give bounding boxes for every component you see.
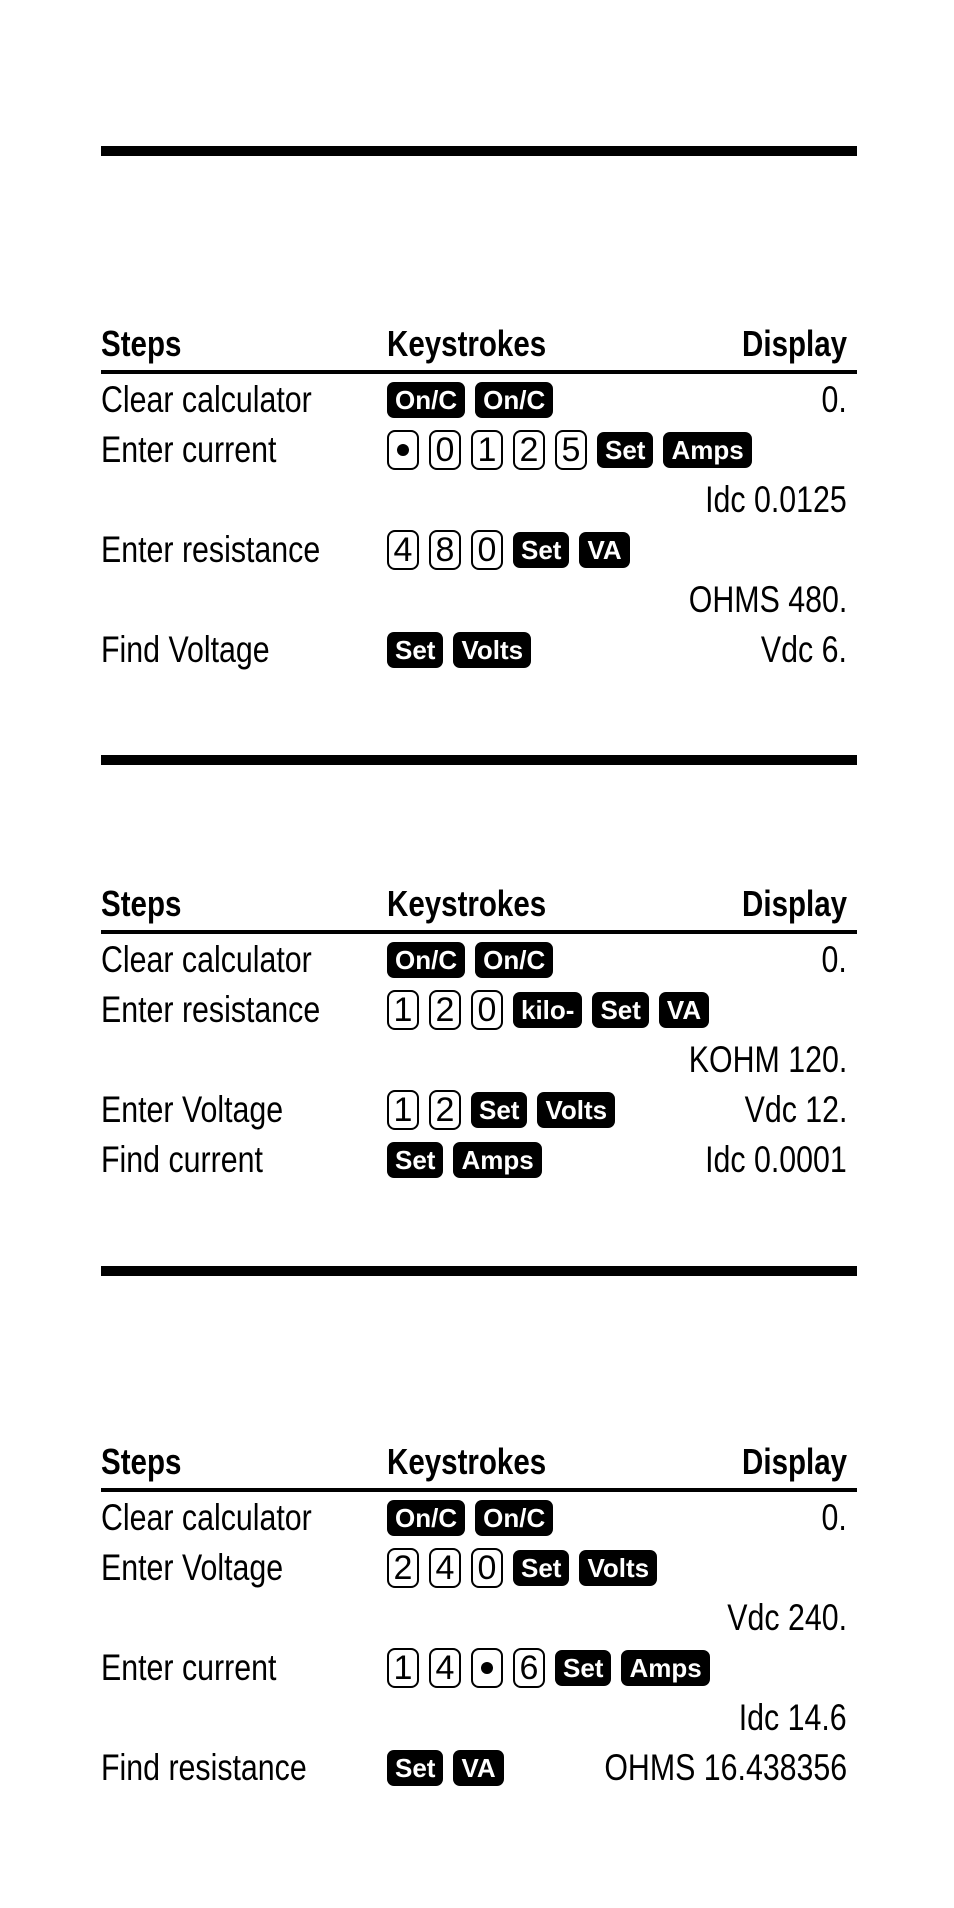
keystroke-sequence bbox=[387, 1648, 710, 1688]
digit-key: 4 bbox=[429, 1548, 461, 1588]
step-label: Find Voltage bbox=[101, 629, 270, 670]
function-key: VA bbox=[453, 1750, 503, 1786]
decimal-point-key bbox=[387, 430, 419, 470]
function-key: Set bbox=[513, 532, 569, 568]
table-rows bbox=[101, 1492, 857, 1792]
display-value: Idc 14.6 bbox=[739, 1697, 847, 1738]
keystroke-sequence bbox=[387, 990, 709, 1030]
display-value: 0. bbox=[821, 379, 847, 420]
display-value: 0. bbox=[821, 939, 847, 980]
function-key: Amps bbox=[663, 432, 751, 468]
function-key: On/C bbox=[387, 1500, 465, 1536]
keystrokes-header: Keystrokes bbox=[387, 883, 547, 924]
keystroke-sequence bbox=[387, 1548, 657, 1588]
table-row bbox=[101, 424, 857, 524]
step-label: Enter current bbox=[101, 1647, 277, 1688]
digit-key: 4 bbox=[387, 530, 419, 570]
display-header: Display bbox=[741, 323, 847, 364]
keystroke-sequence bbox=[387, 430, 752, 470]
table-row bbox=[101, 524, 857, 624]
step-label: Clear calculator bbox=[101, 1497, 312, 1538]
keystroke-sequence bbox=[387, 1498, 553, 1538]
display-value: Vdc 12. bbox=[744, 1089, 847, 1130]
keystroke-sequence bbox=[387, 1140, 542, 1180]
function-key: VA bbox=[659, 992, 709, 1028]
keystroke-sequence bbox=[387, 940, 553, 980]
display-header: Display bbox=[741, 1441, 847, 1482]
function-key: Set bbox=[592, 992, 648, 1028]
function-key: On/C bbox=[387, 382, 465, 418]
step-label: Enter Voltage bbox=[101, 1089, 284, 1130]
table-rows bbox=[101, 374, 857, 674]
table-row bbox=[101, 984, 857, 1084]
steps-header: Steps bbox=[101, 1441, 182, 1482]
function-key: Volts bbox=[537, 1092, 615, 1128]
function-key: Set bbox=[387, 1142, 443, 1178]
function-key: On/C bbox=[475, 1500, 553, 1536]
decimal-dot-icon bbox=[397, 444, 409, 456]
keystrokes-header: Keystrokes bbox=[387, 323, 547, 364]
table-row bbox=[101, 374, 857, 424]
function-key: Volts bbox=[453, 632, 531, 668]
table-row bbox=[101, 1642, 857, 1742]
digit-key: 2 bbox=[513, 430, 545, 470]
function-key: Set bbox=[387, 1750, 443, 1786]
display-value: Idc 0.0125 bbox=[705, 479, 847, 520]
display-value: OHMS 16.438356 bbox=[604, 1747, 847, 1788]
example-table-1 bbox=[101, 322, 857, 674]
function-key: On/C bbox=[475, 942, 553, 978]
digit-key: 1 bbox=[387, 990, 419, 1030]
section-divider bbox=[101, 1266, 857, 1276]
digit-key: 0 bbox=[471, 530, 503, 570]
section-divider bbox=[101, 755, 857, 765]
display-value: OHMS 480. bbox=[688, 579, 847, 620]
table-row bbox=[101, 1134, 857, 1184]
digit-key: 6 bbox=[513, 1648, 545, 1688]
example-table-2 bbox=[101, 882, 857, 1184]
digit-key: 0 bbox=[429, 430, 461, 470]
table-row bbox=[101, 1542, 857, 1642]
table-row bbox=[101, 1742, 857, 1792]
digit-key: 1 bbox=[471, 430, 503, 470]
keystroke-sequence bbox=[387, 380, 553, 420]
digit-key: 2 bbox=[429, 1090, 461, 1130]
digit-key: 0 bbox=[471, 990, 503, 1030]
function-key: kilo- bbox=[513, 992, 582, 1028]
step-label: Enter Voltage bbox=[101, 1547, 284, 1588]
display-value: KOHM 120. bbox=[688, 1039, 847, 1080]
table-row bbox=[101, 1492, 857, 1542]
section-divider bbox=[101, 146, 857, 156]
step-label: Enter current bbox=[101, 429, 277, 470]
function-key: Amps bbox=[453, 1142, 541, 1178]
digit-key: 8 bbox=[429, 530, 461, 570]
function-key: Set bbox=[471, 1092, 527, 1128]
digit-key: 5 bbox=[555, 430, 587, 470]
digit-key: 4 bbox=[429, 1648, 461, 1688]
steps-header: Steps bbox=[101, 883, 182, 924]
step-label: Enter resistance bbox=[101, 529, 321, 570]
decimal-point-key bbox=[471, 1648, 503, 1688]
keystroke-sequence bbox=[387, 1090, 615, 1130]
step-label: Clear calculator bbox=[101, 379, 312, 420]
digit-key: 2 bbox=[429, 990, 461, 1030]
display-header: Display bbox=[741, 883, 847, 924]
function-key: On/C bbox=[475, 382, 553, 418]
display-value: Idc 0.0001 bbox=[705, 1139, 847, 1180]
display-value: Vdc 240. bbox=[727, 1597, 847, 1638]
table-row bbox=[101, 624, 857, 674]
function-key: Volts bbox=[579, 1550, 657, 1586]
function-key: VA bbox=[579, 532, 629, 568]
example-table-3 bbox=[101, 1440, 857, 1792]
display-value: 0. bbox=[821, 1497, 847, 1538]
keystroke-sequence bbox=[387, 530, 630, 570]
table-row bbox=[101, 1084, 857, 1134]
display-value: Vdc 6. bbox=[760, 629, 847, 670]
function-key: Set bbox=[597, 432, 653, 468]
table-header bbox=[101, 882, 857, 930]
function-key: Set bbox=[513, 1550, 569, 1586]
table-row bbox=[101, 934, 857, 984]
keystroke-sequence bbox=[387, 1748, 504, 1788]
step-label: Find current bbox=[101, 1139, 263, 1180]
table-header bbox=[101, 1440, 857, 1488]
steps-header: Steps bbox=[101, 323, 182, 364]
table-rows bbox=[101, 934, 857, 1184]
digit-key: 0 bbox=[471, 1548, 503, 1588]
table-header bbox=[101, 322, 857, 370]
keystrokes-header: Keystrokes bbox=[387, 1441, 547, 1482]
digit-key: 2 bbox=[387, 1548, 419, 1588]
keystroke-sequence bbox=[387, 630, 531, 670]
step-label: Enter resistance bbox=[101, 989, 321, 1030]
function-key: Amps bbox=[621, 1650, 709, 1686]
decimal-dot-icon bbox=[481, 1662, 493, 1674]
digit-key: 1 bbox=[387, 1090, 419, 1130]
step-label: Clear calculator bbox=[101, 939, 312, 980]
function-key: Set bbox=[387, 632, 443, 668]
function-key: On/C bbox=[387, 942, 465, 978]
digit-key: 1 bbox=[387, 1648, 419, 1688]
function-key: Set bbox=[555, 1650, 611, 1686]
step-label: Find resistance bbox=[101, 1747, 307, 1788]
